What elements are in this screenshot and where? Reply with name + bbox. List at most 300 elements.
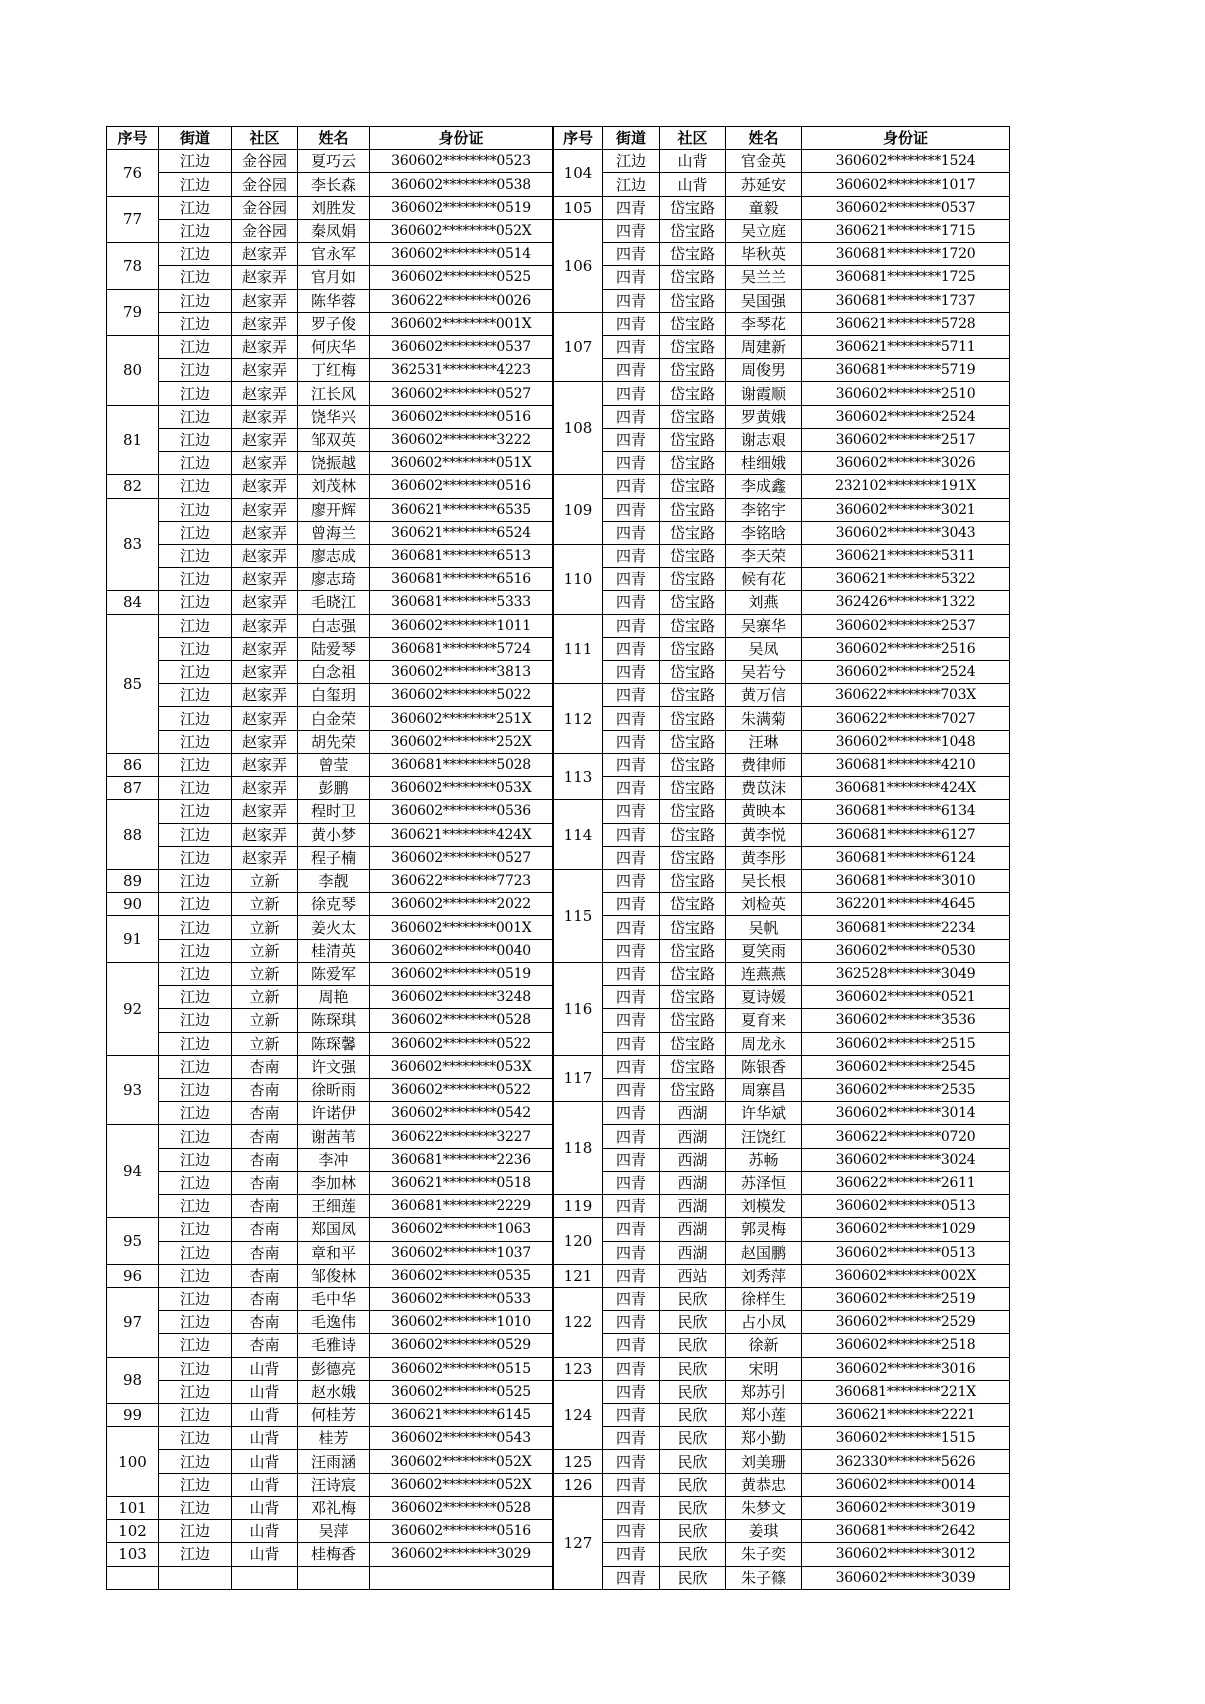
serial-cell: 124 bbox=[554, 1380, 603, 1450]
street-cell: 江边 bbox=[159, 405, 232, 428]
community-cell: 赵家弄 bbox=[232, 753, 298, 776]
name-cell: 谢茜苇 bbox=[298, 1125, 370, 1148]
community-cell: 山背 bbox=[232, 1380, 298, 1403]
id-cell: 360681********5724 bbox=[370, 637, 553, 660]
id-cell: 360681********1737 bbox=[802, 289, 1010, 312]
community-cell: 山背 bbox=[660, 173, 726, 196]
table-row bbox=[107, 1380, 553, 1403]
serial-cell: 125 bbox=[554, 1450, 603, 1473]
table-row bbox=[554, 986, 1010, 1009]
table-row bbox=[107, 1357, 553, 1380]
id-cell: 360622********3227 bbox=[370, 1125, 553, 1148]
id-cell: 360602********002X bbox=[802, 1264, 1010, 1287]
id-cell: 360602********2519 bbox=[802, 1287, 1010, 1310]
street-cell: 四青 bbox=[603, 986, 660, 1009]
street-cell: 四青 bbox=[603, 1473, 660, 1496]
community-cell: 赵家弄 bbox=[232, 312, 298, 335]
id-cell: 360621********6145 bbox=[370, 1404, 553, 1427]
community-cell: 赵家弄 bbox=[232, 243, 298, 266]
id-cell: 360602********0527 bbox=[370, 382, 553, 405]
name-cell: 何庆华 bbox=[298, 335, 370, 358]
community-cell: 赵家弄 bbox=[232, 475, 298, 498]
id-cell: 360602********1037 bbox=[370, 1241, 553, 1264]
name-cell: 朱子奕 bbox=[726, 1543, 802, 1566]
table-row bbox=[107, 753, 553, 776]
community-cell: 民欣 bbox=[660, 1520, 726, 1543]
street-cell: 江边 bbox=[159, 707, 232, 730]
table-row bbox=[554, 1264, 1010, 1287]
name-cell: 黄小梦 bbox=[298, 823, 370, 846]
id-cell: 360602********0514 bbox=[370, 243, 553, 266]
serial-cell: 121 bbox=[554, 1264, 603, 1287]
id-cell bbox=[370, 1566, 553, 1589]
community-cell: 岱宝路 bbox=[660, 405, 726, 428]
name-cell: 刘检英 bbox=[726, 893, 802, 916]
table-row bbox=[554, 452, 1010, 475]
table-row bbox=[554, 266, 1010, 289]
name-cell: 徐克琴 bbox=[298, 893, 370, 916]
table-row bbox=[107, 614, 553, 637]
name-cell: 夏育来 bbox=[726, 1009, 802, 1032]
table-row bbox=[554, 1473, 1010, 1496]
community-cell: 岱宝路 bbox=[660, 452, 726, 475]
street-cell: 四青 bbox=[603, 498, 660, 521]
table-row bbox=[554, 150, 1010, 173]
community-cell: 岱宝路 bbox=[660, 916, 726, 939]
name-cell: 邹俊林 bbox=[298, 1264, 370, 1287]
community-cell: 赵家弄 bbox=[232, 405, 298, 428]
name-cell: 徐昕雨 bbox=[298, 1078, 370, 1101]
id-cell: 360622********2611 bbox=[802, 1171, 1010, 1194]
id-cell: 360602********0543 bbox=[370, 1427, 553, 1450]
serial-cell: 85 bbox=[107, 614, 159, 753]
table-row bbox=[554, 730, 1010, 753]
table-row bbox=[107, 1009, 553, 1032]
street-cell: 江边 bbox=[159, 1311, 232, 1334]
table-row bbox=[554, 219, 1010, 242]
name-cell: 郑苏引 bbox=[726, 1380, 802, 1403]
id-cell: 360681********6516 bbox=[370, 568, 553, 591]
serial-cell: 102 bbox=[107, 1520, 159, 1543]
name-cell: 官永军 bbox=[298, 243, 370, 266]
serial-cell: 95 bbox=[107, 1218, 159, 1264]
serial-cell: 78 bbox=[107, 243, 159, 289]
name-cell: 毛晓江 bbox=[298, 591, 370, 614]
street-cell: 四青 bbox=[603, 289, 660, 312]
id-cell: 360602********3014 bbox=[802, 1102, 1010, 1125]
street-cell: 江边 bbox=[159, 475, 232, 498]
name-cell: 宋明 bbox=[726, 1357, 802, 1380]
name-cell: 李铭晗 bbox=[726, 521, 802, 544]
table-row bbox=[554, 428, 1010, 451]
id-cell: 360602********2510 bbox=[802, 382, 1010, 405]
id-cell: 360681********4210 bbox=[802, 753, 1010, 776]
name-cell: 童毅 bbox=[726, 196, 802, 219]
serial-cell: 98 bbox=[107, 1357, 159, 1403]
community-cell: 杏南 bbox=[232, 1287, 298, 1310]
id-cell: 360621********2221 bbox=[802, 1404, 1010, 1427]
community-cell: 立新 bbox=[232, 1009, 298, 1032]
community-cell: 山背 bbox=[232, 1543, 298, 1566]
table-row bbox=[554, 1543, 1010, 1566]
table-row bbox=[107, 1055, 553, 1078]
id-cell: 360602********053X bbox=[370, 777, 553, 800]
name-cell: 白玺玥 bbox=[298, 684, 370, 707]
name-cell: 毕秋英 bbox=[726, 243, 802, 266]
name-cell: 许文强 bbox=[298, 1055, 370, 1078]
street-cell bbox=[159, 1566, 232, 1589]
street-cell: 四青 bbox=[603, 846, 660, 869]
community-cell: 岱宝路 bbox=[660, 870, 726, 893]
name-cell: 吴立庭 bbox=[726, 219, 802, 242]
name-cell: 汪琳 bbox=[726, 730, 802, 753]
id-cell: 360602********0516 bbox=[370, 405, 553, 428]
id-cell: 360602********3019 bbox=[802, 1496, 1010, 1519]
id-cell: 360602********2524 bbox=[802, 405, 1010, 428]
table-row bbox=[554, 382, 1010, 405]
table-row bbox=[107, 846, 553, 869]
street-cell: 四青 bbox=[603, 196, 660, 219]
street-cell: 四青 bbox=[603, 823, 660, 846]
name-cell: 毛中华 bbox=[298, 1287, 370, 1310]
serial-cell: 87 bbox=[107, 777, 159, 800]
community-cell: 西湖 bbox=[660, 1102, 726, 1125]
community-cell: 西湖 bbox=[660, 1125, 726, 1148]
id-cell: 360602********0515 bbox=[370, 1357, 553, 1380]
street-cell: 江边 bbox=[159, 1380, 232, 1403]
id-cell: 362528********3049 bbox=[802, 962, 1010, 985]
id-cell: 360602********0530 bbox=[802, 939, 1010, 962]
table-row bbox=[107, 312, 553, 335]
name-cell: 夏诗媛 bbox=[726, 986, 802, 1009]
id-cell: 360602********1515 bbox=[802, 1427, 1010, 1450]
name-cell: 苏泽恒 bbox=[726, 1171, 802, 1194]
table-row bbox=[107, 544, 553, 567]
street-cell: 江边 bbox=[159, 196, 232, 219]
street-cell: 江边 bbox=[159, 823, 232, 846]
street-cell: 江边 bbox=[159, 243, 232, 266]
name-cell: 何桂芳 bbox=[298, 1404, 370, 1427]
name-cell: 刘茂林 bbox=[298, 475, 370, 498]
roster-sheet bbox=[106, 126, 1099, 1590]
name-cell: 黄万信 bbox=[726, 684, 802, 707]
street-cell: 四青 bbox=[603, 591, 660, 614]
community-cell: 岱宝路 bbox=[660, 1009, 726, 1032]
community-cell: 民欣 bbox=[660, 1357, 726, 1380]
id-cell: 360622********0720 bbox=[802, 1125, 1010, 1148]
id-cell: 362531********4223 bbox=[370, 359, 553, 382]
community-cell: 立新 bbox=[232, 916, 298, 939]
serial-cell: 94 bbox=[107, 1125, 159, 1218]
street-cell: 江边 bbox=[159, 1496, 232, 1519]
table-row bbox=[554, 405, 1010, 428]
community-cell: 岱宝路 bbox=[660, 544, 726, 567]
header-no: 序号 bbox=[554, 127, 603, 150]
serial-cell: 82 bbox=[107, 475, 159, 498]
id-cell: 360602********5022 bbox=[370, 684, 553, 707]
name-cell: 陈华蓉 bbox=[298, 289, 370, 312]
name-cell: 李成鑫 bbox=[726, 475, 802, 498]
street-cell: 四青 bbox=[603, 893, 660, 916]
table-row bbox=[554, 243, 1010, 266]
name-cell: 谢志艰 bbox=[726, 428, 802, 451]
roster-table-left bbox=[106, 126, 553, 1590]
table-row bbox=[554, 1450, 1010, 1473]
id-cell: 360602********1063 bbox=[370, 1218, 553, 1241]
name-cell: 连燕燕 bbox=[726, 962, 802, 985]
street-cell: 四青 bbox=[603, 243, 660, 266]
community-cell: 岱宝路 bbox=[660, 684, 726, 707]
name-cell: 陈银香 bbox=[726, 1055, 802, 1078]
header-id: 身份证 bbox=[802, 127, 1010, 150]
name-cell: 程子楠 bbox=[298, 846, 370, 869]
table-row bbox=[107, 173, 553, 196]
street-cell: 江边 bbox=[159, 359, 232, 382]
street-cell: 江边 bbox=[159, 498, 232, 521]
serial-cell: 120 bbox=[554, 1218, 603, 1264]
street-cell: 江边 bbox=[159, 1543, 232, 1566]
name-cell: 刘美珊 bbox=[726, 1450, 802, 1473]
serial-cell: 126 bbox=[554, 1473, 603, 1496]
id-cell: 360602********0519 bbox=[370, 196, 553, 219]
table-row bbox=[554, 1078, 1010, 1101]
street-cell: 江边 bbox=[159, 544, 232, 567]
roster-body-left bbox=[107, 127, 553, 1590]
id-cell: 360621********5728 bbox=[802, 312, 1010, 335]
table-row bbox=[107, 1450, 553, 1473]
street-cell: 江边 bbox=[159, 1473, 232, 1496]
table-row bbox=[107, 452, 553, 475]
street-cell: 四青 bbox=[603, 382, 660, 405]
community-cell: 杏南 bbox=[232, 1055, 298, 1078]
street-cell: 江边 bbox=[159, 753, 232, 776]
community-cell: 金谷园 bbox=[232, 196, 298, 219]
community-cell: 赵家弄 bbox=[232, 823, 298, 846]
table-row bbox=[554, 870, 1010, 893]
name-cell: 吴寨华 bbox=[726, 614, 802, 637]
name-cell: 周龙永 bbox=[726, 1032, 802, 1055]
id-cell: 360681********2229 bbox=[370, 1195, 553, 1218]
name-cell: 郑国凤 bbox=[298, 1218, 370, 1241]
serial-cell: 111 bbox=[554, 614, 603, 684]
street-cell: 江边 bbox=[159, 266, 232, 289]
id-cell: 360621********5711 bbox=[802, 335, 1010, 358]
name-cell: 李长森 bbox=[298, 173, 370, 196]
name-cell: 吴兰兰 bbox=[726, 266, 802, 289]
table-row bbox=[554, 1032, 1010, 1055]
id-cell: 360602********1029 bbox=[802, 1218, 1010, 1241]
table-row bbox=[554, 777, 1010, 800]
street-cell: 四青 bbox=[603, 1055, 660, 1078]
id-cell: 360602********3536 bbox=[802, 1009, 1010, 1032]
name-cell: 黄映本 bbox=[726, 800, 802, 823]
header-street: 街道 bbox=[603, 127, 660, 150]
table-row bbox=[554, 1218, 1010, 1241]
community-cell: 民欣 bbox=[660, 1404, 726, 1427]
name-cell: 汪饶红 bbox=[726, 1125, 802, 1148]
street-cell: 江边 bbox=[159, 219, 232, 242]
serial-cell: 107 bbox=[554, 312, 603, 382]
id-cell: 360602********1017 bbox=[802, 173, 1010, 196]
table-row bbox=[107, 1078, 553, 1101]
table-row bbox=[107, 1264, 553, 1287]
id-cell: 360602********2529 bbox=[802, 1311, 1010, 1334]
name-cell: 费律师 bbox=[726, 753, 802, 776]
id-cell: 360681********1725 bbox=[802, 266, 1010, 289]
name-cell: 汪诗宸 bbox=[298, 1473, 370, 1496]
table-row bbox=[554, 916, 1010, 939]
table-row bbox=[554, 1171, 1010, 1194]
community-cell: 赵家弄 bbox=[232, 452, 298, 475]
community-cell bbox=[232, 1566, 298, 1589]
serial-cell: 77 bbox=[107, 196, 159, 242]
street-cell: 四青 bbox=[603, 1009, 660, 1032]
id-cell: 360602********0525 bbox=[370, 266, 553, 289]
id-cell: 360602********3026 bbox=[802, 452, 1010, 475]
table-row bbox=[554, 1009, 1010, 1032]
street-cell: 江边 bbox=[159, 1055, 232, 1078]
street-cell: 江边 bbox=[159, 846, 232, 869]
community-cell: 岱宝路 bbox=[660, 846, 726, 869]
street-cell: 江边 bbox=[603, 150, 660, 173]
id-cell: 360621********0518 bbox=[370, 1171, 553, 1194]
table-row bbox=[107, 1311, 553, 1334]
id-cell: 360681********3010 bbox=[802, 870, 1010, 893]
community-cell: 杏南 bbox=[232, 1264, 298, 1287]
street-cell: 江边 bbox=[159, 150, 232, 173]
serial-cell: 96 bbox=[107, 1264, 159, 1287]
street-cell: 四青 bbox=[603, 1427, 660, 1450]
street-cell: 江边 bbox=[159, 1450, 232, 1473]
community-cell: 岱宝路 bbox=[660, 219, 726, 242]
id-cell: 360602********3043 bbox=[802, 521, 1010, 544]
name-cell: 胡先荣 bbox=[298, 730, 370, 753]
community-cell: 山背 bbox=[232, 1450, 298, 1473]
table-row bbox=[107, 1218, 553, 1241]
name-cell: 李天荣 bbox=[726, 544, 802, 567]
street-cell: 四青 bbox=[603, 753, 660, 776]
id-cell: 360602********1010 bbox=[370, 1311, 553, 1334]
name-cell: 廖志成 bbox=[298, 544, 370, 567]
table-row bbox=[107, 266, 553, 289]
community-cell: 岱宝路 bbox=[660, 1032, 726, 1055]
id-cell: 360621********6535 bbox=[370, 498, 553, 521]
name-cell: 郑小莲 bbox=[726, 1404, 802, 1427]
table-row bbox=[107, 800, 553, 823]
street-cell: 四青 bbox=[603, 568, 660, 591]
street-cell: 四青 bbox=[603, 405, 660, 428]
street-cell: 四青 bbox=[603, 1264, 660, 1287]
community-cell: 金谷园 bbox=[232, 219, 298, 242]
id-cell: 360681********6513 bbox=[370, 544, 553, 567]
street-cell: 江边 bbox=[159, 1357, 232, 1380]
community-cell: 岱宝路 bbox=[660, 266, 726, 289]
name-cell: 刘秀萍 bbox=[726, 1264, 802, 1287]
name-cell: 秦凤娟 bbox=[298, 219, 370, 242]
street-cell: 四青 bbox=[603, 1404, 660, 1427]
table-row bbox=[107, 405, 553, 428]
table-row bbox=[107, 591, 553, 614]
street-cell: 四青 bbox=[603, 870, 660, 893]
community-cell: 赵家弄 bbox=[232, 568, 298, 591]
community-cell: 赵家弄 bbox=[232, 684, 298, 707]
name-cell: 桂细娥 bbox=[726, 452, 802, 475]
id-cell: 360602********1011 bbox=[370, 614, 553, 637]
name-cell: 吴国强 bbox=[726, 289, 802, 312]
community-cell: 赵家弄 bbox=[232, 266, 298, 289]
serial-cell: 80 bbox=[107, 335, 159, 405]
table-row bbox=[554, 1241, 1010, 1264]
street-cell: 江边 bbox=[159, 1334, 232, 1357]
community-cell: 杏南 bbox=[232, 1125, 298, 1148]
community-cell: 赵家弄 bbox=[232, 661, 298, 684]
id-cell: 362201********4645 bbox=[802, 893, 1010, 916]
street-cell: 江边 bbox=[603, 173, 660, 196]
table-row bbox=[554, 544, 1010, 567]
community-cell: 赵家弄 bbox=[232, 498, 298, 521]
name-cell: 李琴花 bbox=[726, 312, 802, 335]
street-cell: 江边 bbox=[159, 1171, 232, 1194]
id-cell: 360621********5311 bbox=[802, 544, 1010, 567]
community-cell: 赵家弄 bbox=[232, 382, 298, 405]
community-cell: 岱宝路 bbox=[660, 661, 726, 684]
community-cell: 赵家弄 bbox=[232, 614, 298, 637]
id-cell: 360602********0521 bbox=[802, 986, 1010, 1009]
name-cell: 彭鹏 bbox=[298, 777, 370, 800]
id-cell: 360681********6127 bbox=[802, 823, 1010, 846]
name-cell: 彭德亮 bbox=[298, 1357, 370, 1380]
id-cell: 360621********424X bbox=[370, 823, 553, 846]
name-cell: 白金荣 bbox=[298, 707, 370, 730]
table-row bbox=[107, 1171, 553, 1194]
name-cell: 曾莹 bbox=[298, 753, 370, 776]
name-cell: 邹双英 bbox=[298, 428, 370, 451]
community-cell: 赵家弄 bbox=[232, 428, 298, 451]
id-cell: 360602********2518 bbox=[802, 1334, 1010, 1357]
community-cell: 赵家弄 bbox=[232, 707, 298, 730]
street-cell: 江边 bbox=[159, 1218, 232, 1241]
name-cell: 汪雨涵 bbox=[298, 1450, 370, 1473]
community-cell: 山背 bbox=[232, 1520, 298, 1543]
community-cell: 岱宝路 bbox=[660, 359, 726, 382]
id-cell: 360602********0538 bbox=[370, 173, 553, 196]
serial-cell: 84 bbox=[107, 591, 159, 614]
name-cell: 夏巧云 bbox=[298, 150, 370, 173]
name-cell: 许诺伊 bbox=[298, 1102, 370, 1125]
id-cell: 360602********3039 bbox=[802, 1566, 1010, 1589]
serial-cell: 112 bbox=[554, 684, 603, 754]
id-cell: 360602********3016 bbox=[802, 1357, 1010, 1380]
table-row bbox=[107, 289, 553, 312]
table-row bbox=[107, 939, 553, 962]
name-cell: 郑小勤 bbox=[726, 1427, 802, 1450]
header-street: 街道 bbox=[159, 127, 232, 150]
name-cell: 谢霞顺 bbox=[726, 382, 802, 405]
street-cell: 四青 bbox=[603, 1078, 660, 1101]
community-cell: 山背 bbox=[232, 1404, 298, 1427]
serial-cell: 89 bbox=[107, 870, 159, 893]
table-row bbox=[554, 1125, 1010, 1148]
street-cell: 四青 bbox=[603, 916, 660, 939]
street-cell: 江边 bbox=[159, 637, 232, 660]
street-cell: 江边 bbox=[159, 1102, 232, 1125]
table-row bbox=[554, 196, 1010, 219]
table-row bbox=[554, 893, 1010, 916]
roster-body-right bbox=[554, 127, 1010, 1590]
header-row bbox=[107, 127, 553, 150]
street-cell: 江边 bbox=[159, 1078, 232, 1101]
serial-cell: 110 bbox=[554, 544, 603, 614]
